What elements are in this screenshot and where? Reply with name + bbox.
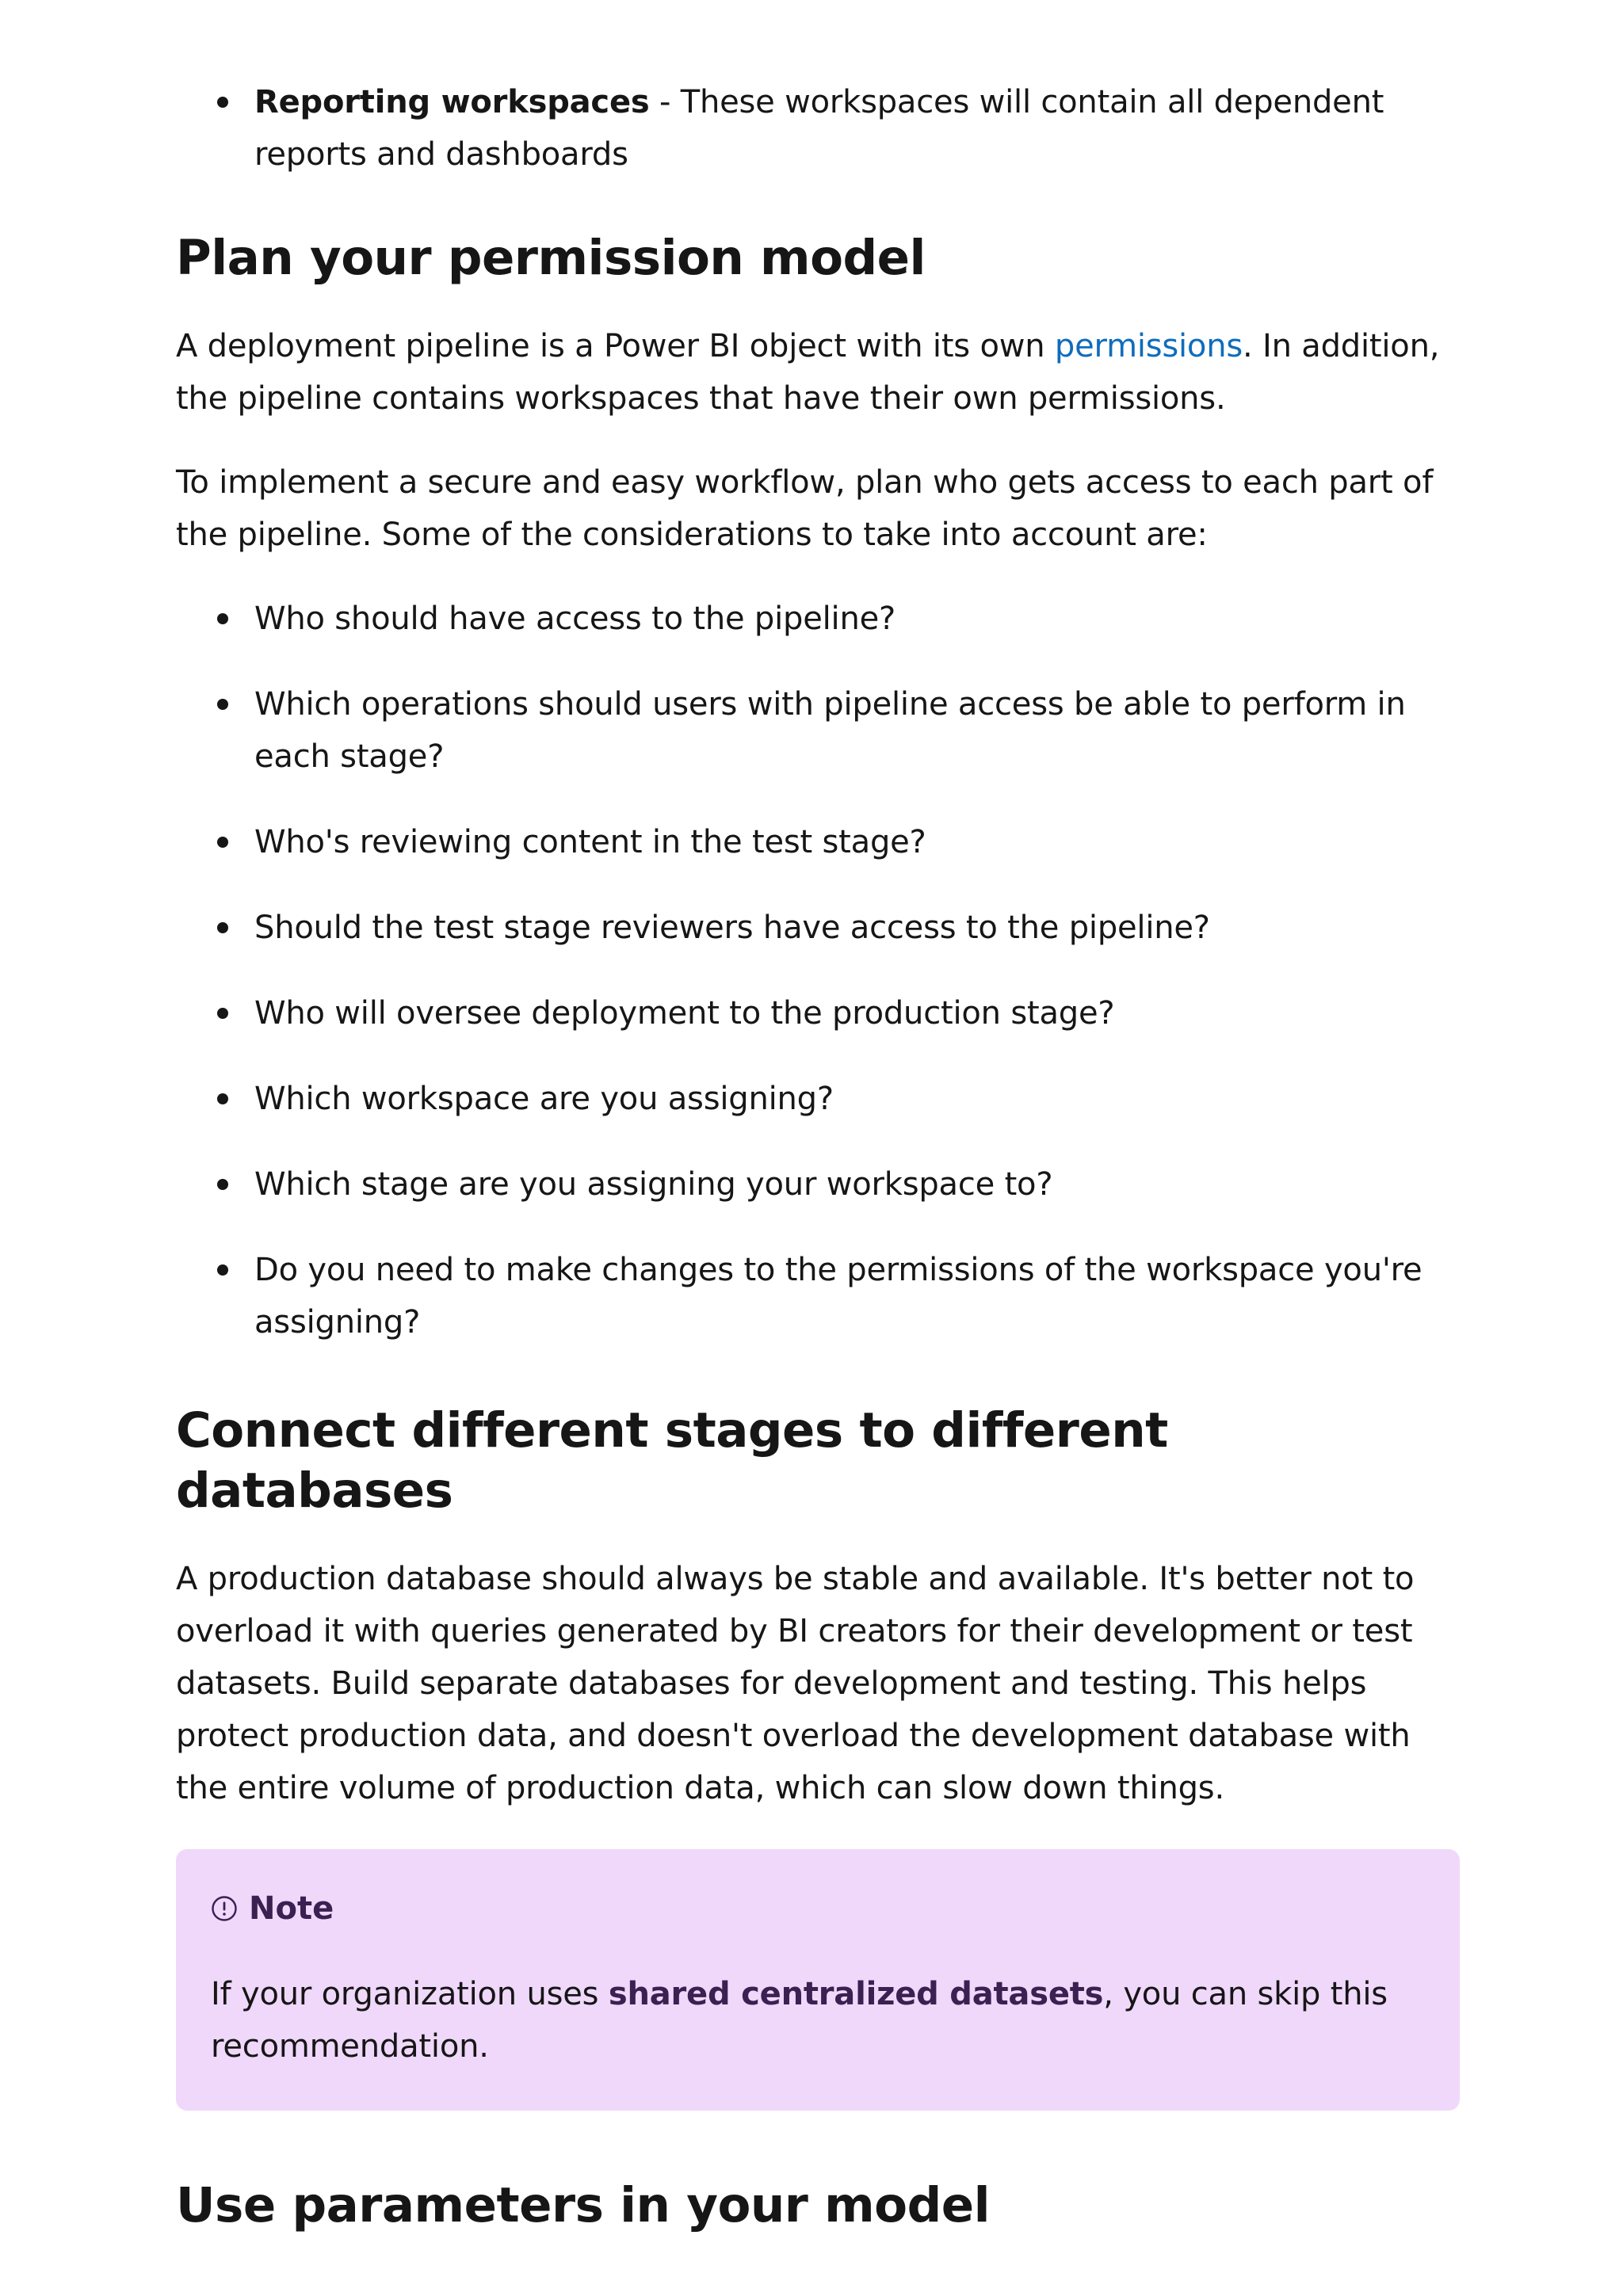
permission-paragraph-1	[176, 320, 1460, 425]
text-span: A deployment pipeline is a Power BI object with its own	[176, 328, 1055, 364]
parameters-heading: Use parameters in your model	[176, 2177, 991, 2233]
note-title-text: Note	[249, 1890, 334, 1927]
list-item: Do you need to make changes to the permissions of the workspace you're assigning?	[176, 1244, 1460, 1348]
note-title	[211, 1882, 1425, 1935]
permission-paragraph-2: To implement a secure and easy workflow, plan who gets access to each part of the pipeline. Some of the considerations to take into account are:	[176, 464, 1434, 553]
workspace-types-list	[176, 76, 1460, 181]
text-span: , you can skip this recommendation.	[211, 1976, 1388, 2065]
list-item: Should the test stage reviewers have access to the pipeline?	[176, 902, 1460, 954]
databases-heading: Connect different stages to different databases	[176, 1402, 1168, 1519]
list-item-description: - These workspaces will contain all dependent reports and dashboards	[254, 84, 1384, 173]
list-item: Which workspace are you assigning?	[176, 1073, 1460, 1125]
list-item	[176, 76, 1460, 181]
text-span: . In addition, the pipeline contains workspaces that have their own permissions.	[176, 328, 1440, 417]
permission-heading: Plan your permission model	[176, 230, 926, 286]
note-text	[211, 1968, 1425, 2073]
info-icon	[211, 1895, 238, 1922]
list-item: Which stage are you assigning your workspace to?	[176, 1158, 1460, 1211]
permissions-link[interactable]: permissions	[1054, 328, 1243, 364]
list-item: Which operations should users with pipeline access be able to perform in each stage?	[176, 678, 1460, 783]
list-item: Who's reviewing content in the test stage?	[176, 816, 1460, 868]
note-callout	[176, 1849, 1460, 2111]
text-span: If your organization uses	[211, 1976, 609, 2012]
note-emphasis: shared centralized datasets	[608, 1976, 1104, 2012]
list-item: Who should have access to the pipeline?	[176, 593, 1460, 645]
databases-paragraph: A production database should always be stable and available. It's better not to overload it with queries generated by BI creators for their development or test datasets. Build separate databases for development and testing. This helps protect production data, and doesn't overload the development database with the entire volume of production data, which can slow down things.	[176, 1561, 1415, 1806]
list-item: Who will oversee deployment to the production stage?	[176, 987, 1460, 1039]
article-content	[176, 76, 1460, 2267]
list-item-term: Reporting workspaces	[254, 84, 650, 120]
considerations-list	[176, 593, 1460, 1348]
